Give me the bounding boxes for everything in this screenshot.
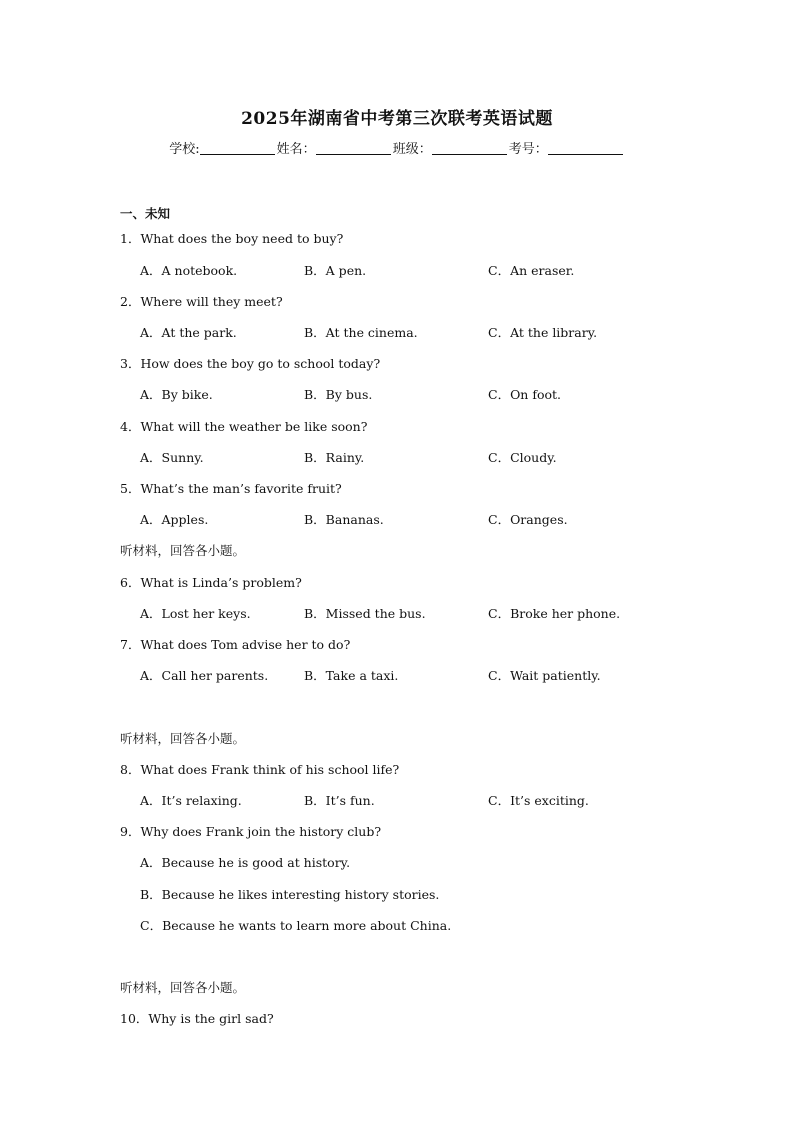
option-c: C．Wait patiently. [488,668,601,683]
option-c: C．It’s exciting. [488,793,589,808]
question-text: 8．What does Frank think of his school life? [120,762,400,777]
option-a: A．Apples. [140,512,209,527]
question-text: 9．Why does Frank join the history club? [120,824,382,839]
option-c: C．At the library. [488,325,598,340]
option-b: B．Missed the bus. [304,606,426,621]
name-blank[interactable] [316,141,391,155]
option-b: B．By bus. [304,387,373,402]
option-c: C．On foot. [488,387,562,402]
question-text: 2．Where will they meet? [120,294,283,309]
question-text: 5．What’s the man’s favorite fruit? [120,481,342,496]
option-a: A．It’s relaxing. [140,793,242,808]
option-a: A．By bike. [140,387,213,402]
option-a: A．A notebook. [140,263,238,278]
section-heading: 一、未知 [120,206,171,221]
option-c: C．Broke her phone. [488,606,621,621]
option-b: B．Take a taxi. [304,668,399,683]
option-a: A．At the park. [140,325,237,340]
option-a: A．Because he is good at history. [140,855,351,870]
name-label: 姓名： [276,142,316,157]
school-blank[interactable] [200,141,275,155]
listen-prompt: 听材料，回答各小题。 [120,731,246,746]
option-c: C．An eraser. [488,263,575,278]
question-text: 6．What is Linda’s problem? [120,575,302,590]
option-c: C．Cloudy. [488,450,557,465]
question-text: 4．What will the weather be like soon? [120,419,368,434]
option-b: B．A pen. [304,263,367,278]
school-label: 学校: [169,142,200,157]
question-text: 3．How does the boy go to school today? [120,356,381,371]
option-a: A．Call her parents. [140,668,269,683]
option-b: B．Rainy. [304,450,365,465]
number-blank[interactable] [548,141,623,155]
page-title: 2025年湖南省中考第三次联考英语试题 [241,109,553,129]
number-label: 考号： [508,142,548,157]
option-a: A．Lost her keys. [140,606,251,621]
question-text: 10．Why is the girl sad? [120,1011,274,1026]
student-info-line [0,138,794,157]
option-c: C．Oranges. [488,512,568,527]
option-b: B．Because he likes interesting history stories. [140,887,440,902]
listen-prompt: 听材料，回答各小题。 [120,980,246,995]
class-blank[interactable] [432,141,507,155]
listen-prompt: 听材料，回答各小题。 [120,543,246,558]
question-text: 1．What does the boy need to buy? [120,231,344,246]
class-label: 班级： [392,142,432,157]
option-a: A．Sunny. [140,450,204,465]
option-b: B．It’s fun. [304,793,375,808]
option-b: B．Bananas. [304,512,384,527]
option-c: C．Because he wants to learn more about China. [140,918,452,933]
option-b: B．At the cinema. [304,325,418,340]
question-text: 7．What does Tom advise her to do? [120,637,351,652]
